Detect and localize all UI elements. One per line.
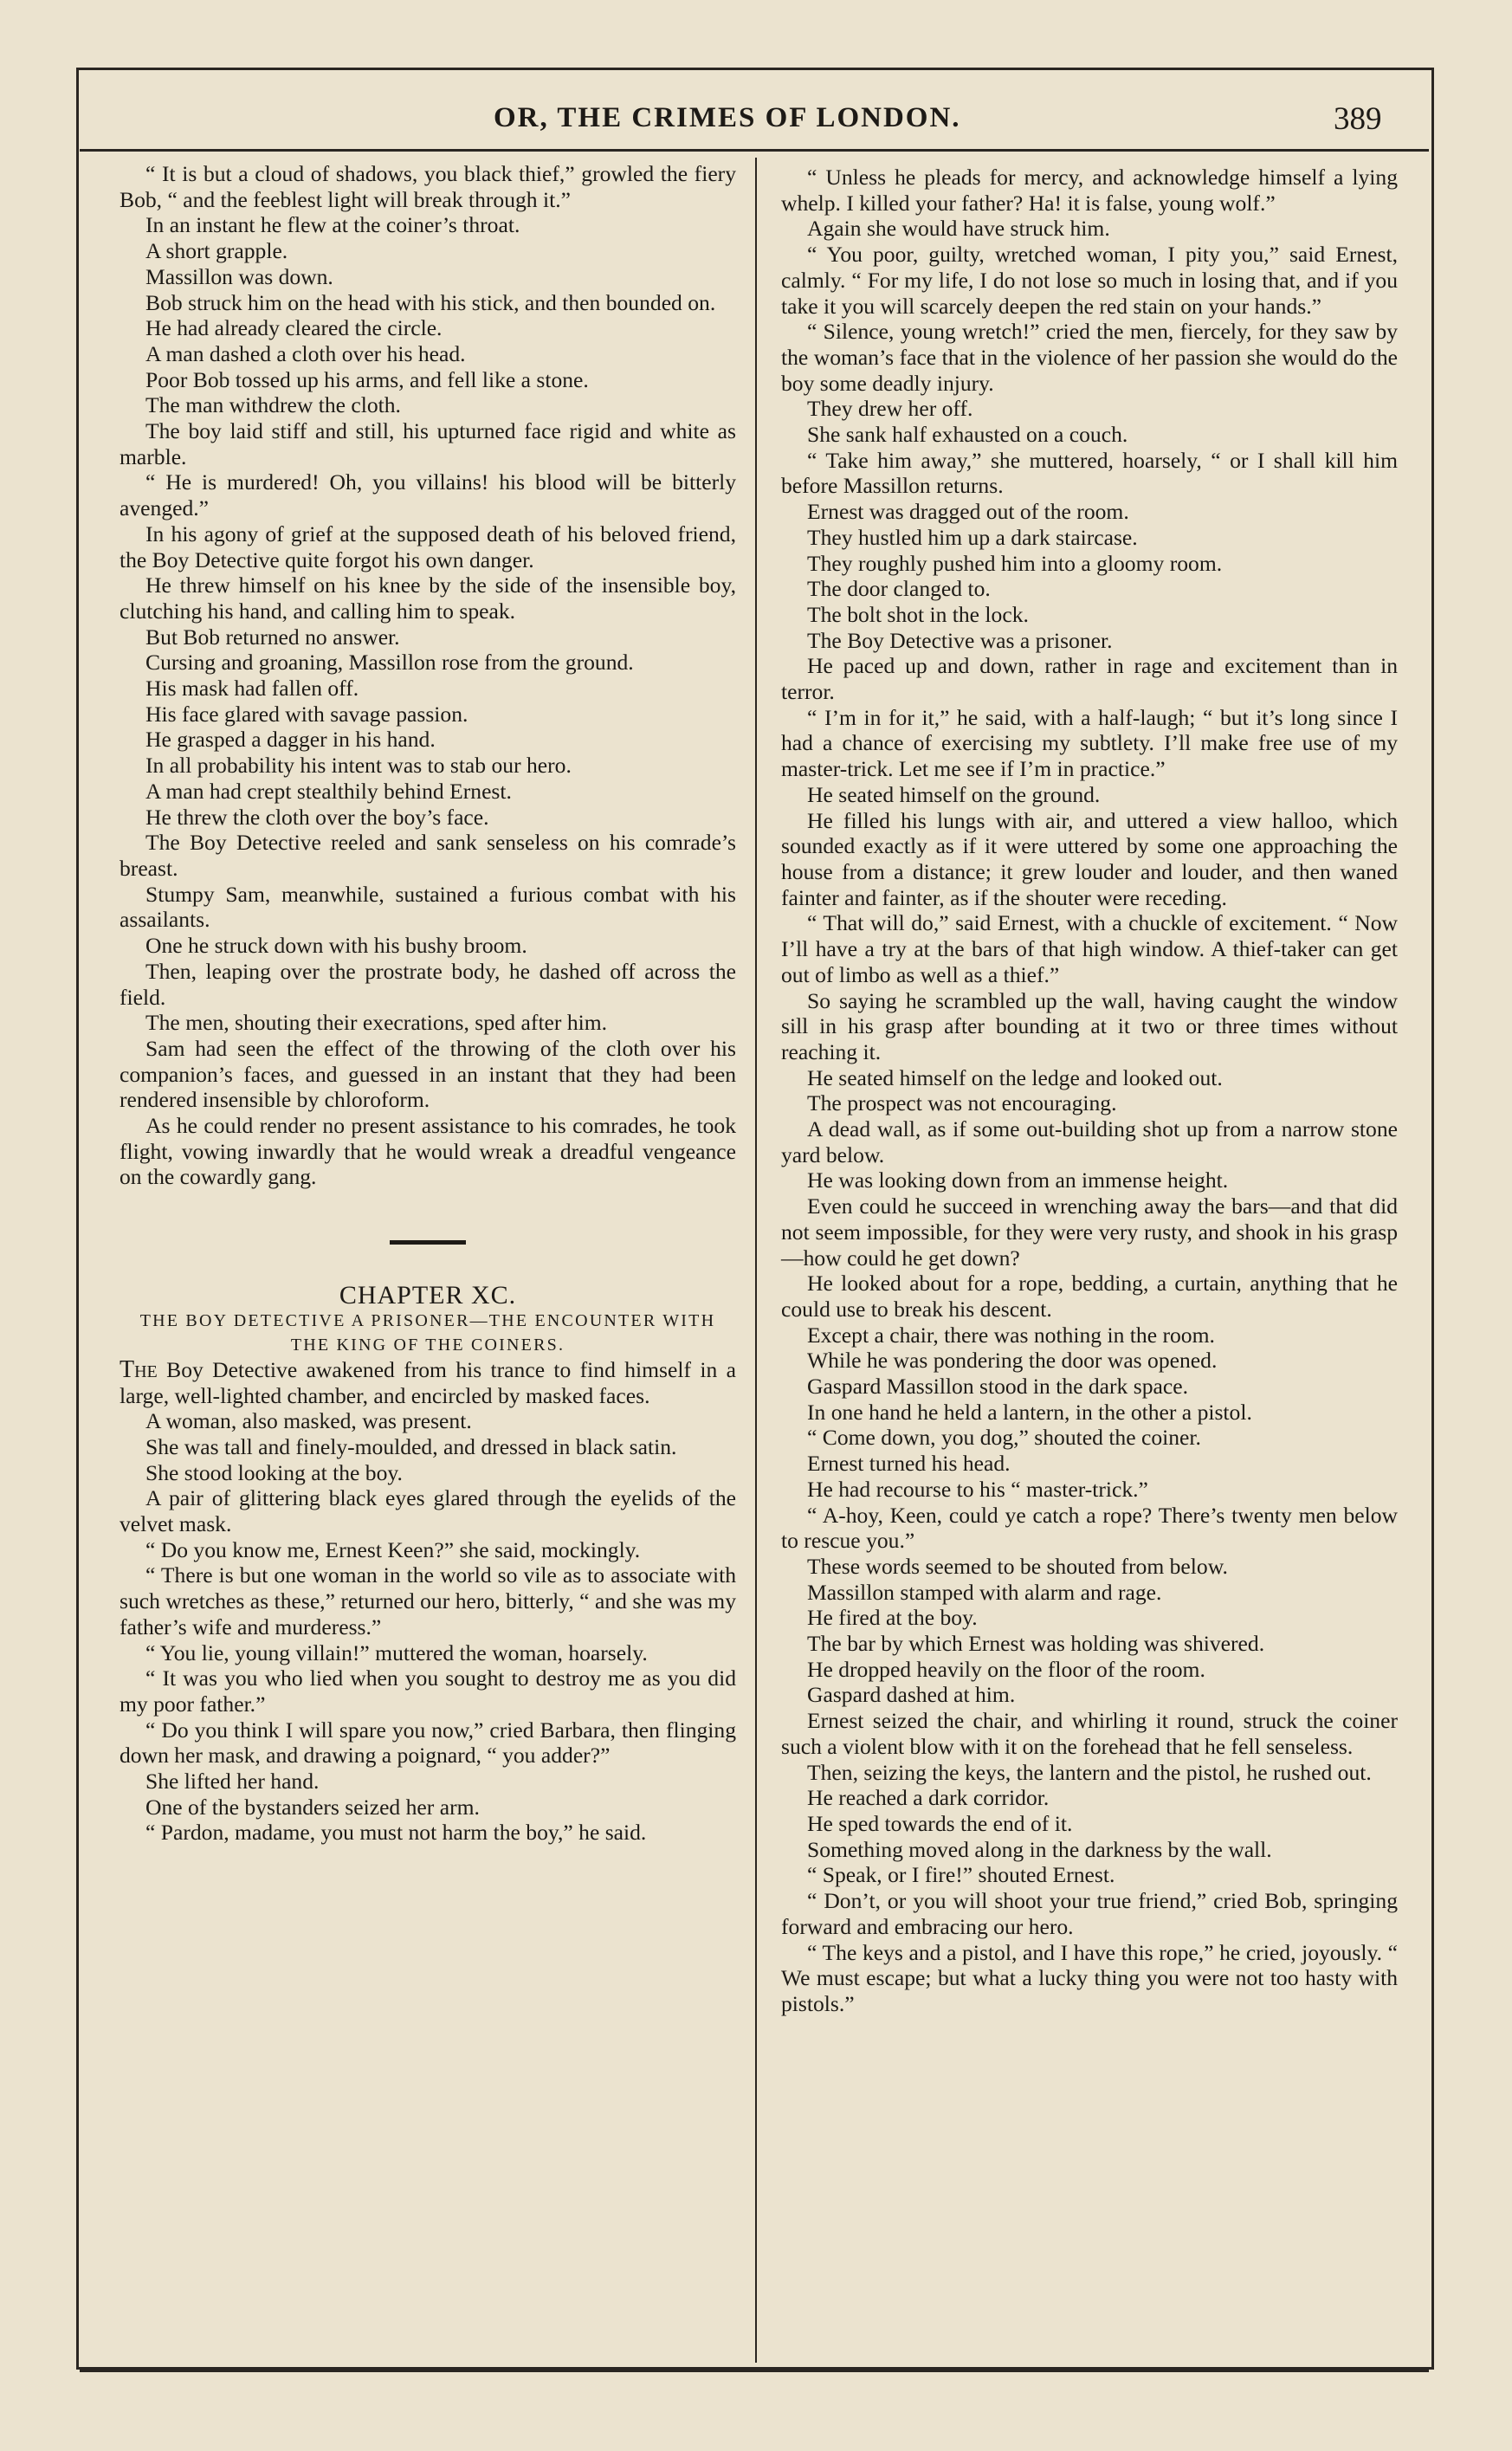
paragraph: “ You lie, young villain!” muttered the woman, hoarsely. [145,1639,648,1665]
paragraph: He paced up and down, rather in rage and excitement than in terror. [781,653,1398,705]
paragraph: “ He is murdered! Oh, you villains! his blood will be bitterly avenged.” [120,469,736,521]
chapter-first-word: The [120,1355,158,1383]
paragraph: “ It is but a cloud of shadows, you black thief,” growled the fiery Bob, “ and the feeblest light will break through it.” [120,161,736,212]
paragraph: These words seemed to be shouted from below. [807,1553,1228,1579]
paragraph: He had already cleared the circle. [145,315,443,341]
paragraph: Massillon was down. [145,263,333,289]
paragraph: She stood looking at the boy. [145,1459,403,1485]
paragraph: A short grapple. [145,238,288,264]
header-rule [80,149,1429,152]
paragraph: The man withdrew the cloth. [145,392,401,418]
paragraph: He reached a dark corridor. [807,1785,1050,1811]
paragraph: The boy laid stiff and still, his upturned face rigid and white as marble. [120,418,736,469]
paragraph: The men, shouting their execrations, sped after him. [145,1010,608,1036]
paragraph: But Bob returned no answer. [145,624,400,650]
paragraph: “ It was you who lied when you sought to destroy me as you did my poor father.” [120,1665,736,1717]
left-column [120,161,736,1846]
paragraph: He seated himself on the ledge and looked out. [807,1064,1223,1090]
paragraph: Then, leaping over the prostrate body, he dashed off across the field. [120,958,736,1010]
paragraph: He dropped heavily on the floor of the room. [807,1656,1205,1682]
paragraph: Ernest turned his head. [807,1451,1011,1477]
paragraph: In all probability his intent was to stab our hero. [145,753,572,779]
paragraph: They roughly pushed him into a gloomy room. [807,550,1223,576]
paragraph: While he was pondering the door was opened. [807,1348,1218,1374]
paragraph: He threw the cloth over the boy’s face. [145,804,489,830]
paragraph: “ The keys and a pistol, and I have this rope,” he cried, joyously. “ We must escape; but what a lucky thing you were not too hasty with pistols.” [781,1939,1398,2016]
paragraph: “ Come down, you dog,” shouted the coiner. [807,1425,1201,1451]
paragraph: Poor Bob tossed up his arms, and fell like a stone. [145,366,589,392]
right-column [781,165,1398,2017]
paragraph: He fired at the boy. [807,1605,978,1631]
paragraph: He was looking down from an immense height. [807,1167,1229,1193]
paragraph: He grasped a dagger in his hand. [145,727,436,753]
paragraph: So saying he scrambled up the wall, having caught the window sill in his grasp after bounding at it two or three times without reaching it. [781,987,1398,1064]
paragraph: Gaspard dashed at him. [807,1682,1016,1708]
paragraph: He looked about for a rope, bedding, a curtain, anything that he could use to break his descent. [781,1271,1398,1322]
paragraph: She lifted her hand. [145,1769,320,1795]
paragraph: His face glared with savage passion. [145,701,468,727]
paragraph: “ A-hoy, Keen, could ye catch a rope? There’s twenty men below to rescue you.” [781,1502,1398,1554]
paragraph: “ Speak, or I fire!” shouted Ernest. [807,1862,1115,1888]
footer-rule [80,2370,1429,2372]
chapter-heading: CHAPTER XC. [339,1281,517,1310]
paragraph: One of the bystanders seized her arm. [145,1794,480,1820]
paragraph: The Boy Detective reeled and sank senseless on his comrade’s breast. [120,830,736,881]
paragraph: A woman, also masked, was present. [145,1408,472,1434]
paragraph: One he struck down with his bushy broom. [145,933,527,959]
paragraph: “ There is but one woman in the world so vile as to associate with such wretches as these,” returned our hero, bitterly, “ and she was my father’s wife and murderess.” [120,1562,736,1639]
paragraph: “ You poor, guilty, wretched woman, I pity you,” said Ernest, calmly. “ For my life, I do not lose so much in losing that, and if you take it you will scarcely deepen the red stain on your hands.” [781,242,1398,319]
paragraph: He had recourse to his “ master-trick.” [807,1476,1148,1502]
paragraph: He sped towards the end of it. [807,1811,1073,1836]
page-number: 389 [1334,101,1382,137]
paragraph: The bolt shot in the lock. [807,601,1029,627]
paragraph: Something moved along in the darkness by the wall. [807,1836,1272,1862]
paragraph: In his agony of grief at the supposed death of his beloved friend, the Boy Detective quite forgot his own danger. [120,521,736,572]
paragraph: “ Unless he pleads for mercy, and acknowledge himself a lying whelp. I killed your father? Ha! it is false, young wolf.” [781,165,1398,216]
paragraph: The door clanged to. [807,576,991,602]
paragraph: Cursing and groaning, Massillon rose from the ground. [145,650,634,676]
paragraph: The prospect was not encouraging. [807,1090,1117,1116]
paragraph: “ Pardon, madame, you must not harm the boy,” he said. [145,1820,647,1846]
paragraph: Except a chair, there was nothing in the room. [807,1322,1215,1348]
paragraph: The bar by which Ernest was holding was shivered. [807,1631,1265,1657]
paragraph: “ Take him away,” she muttered, hoarsely, “ or I shall kill him before Massillon returns. [781,447,1398,499]
paragraph: A man had crept stealthily behind Ernest. [145,778,512,804]
paragraph: His mask had fallen off. [145,676,359,702]
paragraph: “ Silence, young wretch!” cried the men, fiercely, for they saw by the woman’s face that in the violence of her passion she would do the boy some deadly injury. [781,319,1398,396]
right-column-paragraphs [781,165,1398,2017]
paragraph: Massillon stamped with alarm and rage. [807,1579,1162,1605]
paragraph: A pair of glittering black eyes glared through the eyelids of the velvet mask. [120,1485,736,1537]
paragraph: They hustled him up a dark staircase. [807,524,1138,550]
paragraph: As he could render no present assistance to his comrades, he took flight, vowing inwardly that he would wreak a dreadful vengeance on the cowardly gang. [120,1113,736,1190]
paragraph: “ Don’t, or you will shoot your true friend,” cried Bob, springing forward and embracing our hero. [781,1888,1398,1939]
paragraph: In an instant he flew at the coiner’s throat. [145,212,520,238]
chapter-opening-text: Boy Detective awakened from his trance to find himself in a large, well-lighted chamber, and encircled by masked faces. [120,1356,736,1408]
paragraph: “ Do you think I will spare you now,” cried Barbara, then flinging down her mask, and drawing a poignard, “ you adder?” [120,1717,736,1769]
column-divider [755,158,757,2363]
paragraph: In one hand he held a lantern, in the other a pistol. [807,1399,1252,1425]
paragraph: He threw himself on his knee by the side of the insensible boy, clutching his hand, and calling him to speak. [120,572,736,624]
paragraph: Gaspard Massillon stood in the dark space. [807,1374,1188,1400]
paragraph: He seated himself on the ground. [807,781,1101,807]
paragraph: Even could he succeed in wrenching away the bars—and that did not seem impossible, for they were very rusty, and shook in his grasp—how could he get down? [781,1193,1398,1271]
chapter-summary: THE BOY DETECTIVE A PRISONER—THE ENCOUNTER WITH THE KING OF THE COINERS. [139,1310,716,1355]
paragraph: She sank half exhausted on a couch. [807,422,1128,448]
chapter-paragraphs [120,1408,736,1846]
paragraph: “ Do you know me, Ernest Keen?” she said, mockingly. [145,1536,641,1562]
paragraph: They drew her off. [807,396,973,422]
paragraph: She was tall and finely-moulded, and dressed in black satin. [145,1433,677,1459]
chapter-opening-paragraph [120,1357,736,1408]
running-title: OR, THE CRIMES OF LONDON. [494,102,961,133]
chapter-separator [390,1240,466,1245]
paragraph: The Boy Detective was a prisoner. [807,627,1113,653]
paragraph: A man dashed a cloth over his head. [145,340,466,366]
paragraph: Ernest seized the chair, and whirling it round, struck the coiner such a violent blow with it on the forehead that he fell senseless. [781,1708,1398,1759]
paragraph: Then, seizing the keys, the lantern and the pistol, he rushed out. [807,1759,1372,1785]
paragraph: “ That will do,” said Ernest, with a chuckle of excitement. “ Now I’ll have a try at the bars of that high window. A thief-taker can get out of limbo as well as a thief.” [781,910,1398,987]
paragraph: Ernest was dragged out of the room. [807,499,1129,525]
left-column-paragraphs [120,161,736,1190]
paragraph: Bob struck him on the head with his stick, and then bounded on. [145,289,716,315]
paragraph: Stumpy Sam, meanwhile, sustained a furious combat with his assailants. [120,881,736,933]
paragraph: Again she would have struck him. [807,216,1110,242]
paragraph: He filled his lungs with air, and uttered a view halloo, which sounded exactly as if it were uttered by some one approaching the house from a distance; it grew louder and louder, and then waned fainter and fainter, as if the shouter were receding. [781,807,1398,910]
paragraph: Sam had seen the effect of the throwing of the cloth over his companion’s faces, and guessed in an instant that they had been rendered insensible by chloroform. [120,1035,736,1113]
paragraph: A dead wall, as if some out-building shot up from a narrow stone yard below. [781,1116,1398,1167]
paragraph: “ I’m in for it,” he said, with a half-laugh; “ but it’s long since I had a chance of exercising my subtlety. I’ll make free use of my master-trick. Let me see if I’m in practice.” [781,704,1398,782]
